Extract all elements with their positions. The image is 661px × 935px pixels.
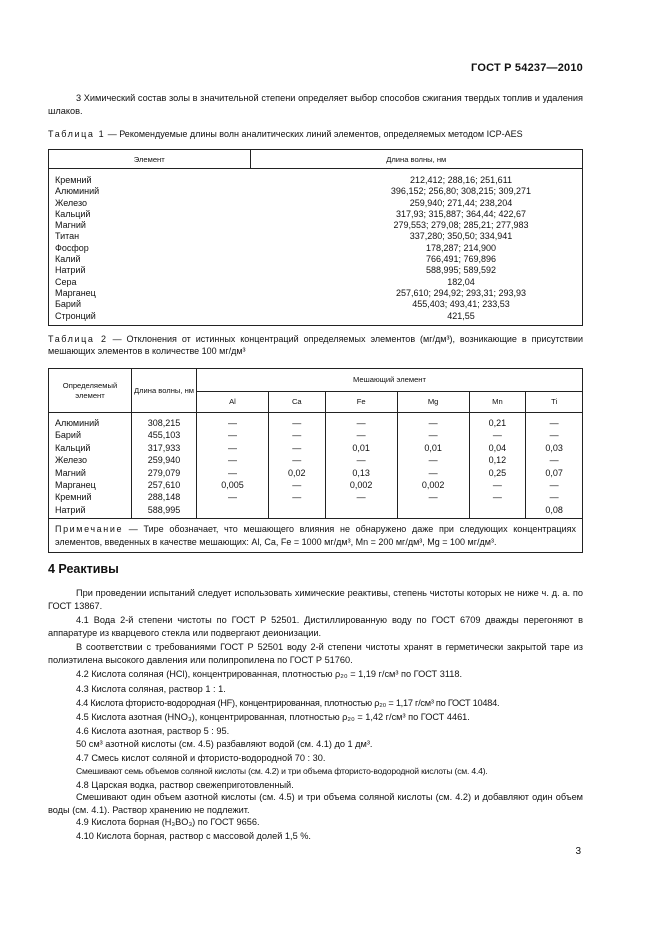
table1-row [49, 209, 583, 220]
table1-row [49, 299, 583, 310]
table2-cell-value: — [268, 442, 325, 454]
table2-cell-element: Железо [49, 454, 132, 466]
table1-header-wavelength: Длина волны, нм [250, 150, 583, 169]
table2-cell-value: 0,04 [469, 442, 526, 454]
table2-cell-value: — [268, 479, 325, 491]
table2-row [49, 454, 583, 466]
table2-row [49, 504, 583, 519]
section4-paragraph: 4.10 Кислота борная, раствор с массовой долей 1,5 %. [76, 831, 311, 841]
table1-cell-element: Стронций [49, 311, 251, 326]
table2-cell-value: 0,02 [268, 467, 325, 479]
table1-cell-element: Кальций [49, 209, 251, 220]
table2-cell-value: — [268, 454, 325, 466]
table2-cell-value: 0,08 [526, 504, 583, 519]
section4-paragraph: 50 см³ азотной кислоты (см. 4.5) разбавляют водой (см. 4.1) до 1 дм³. [76, 739, 373, 749]
table1-cell-wavelength: 396,152; 256,80; 308,215; 309,271 [250, 186, 583, 197]
table2-cell-wavelength: 257,610 [132, 479, 197, 491]
table2-row [49, 479, 583, 491]
table2-cell-value: — [197, 454, 269, 466]
table1-cell-element: Фосфор [49, 243, 251, 254]
table2-cell-value: — [526, 454, 583, 466]
standard-header: ГОСТ Р 54237—2010 [471, 62, 583, 74]
section4-paragraph: 4.1 Вода 2-й степени чистоты по ГОСТ Р 52501. Дистиллированную воду по ГОСТ 6709 дважды перегоняют в аппаратуре из кварцевого стекла или подвергают деионизации. [48, 615, 583, 638]
table1-cell-wavelength: 337,280; 350,50; 334,941 [250, 231, 583, 242]
table1-caption [48, 128, 583, 140]
table1-cell-element: Кремний [49, 169, 251, 187]
table2-cell-value: 0,005 [197, 479, 269, 491]
table2-cell-value: 0,07 [526, 467, 583, 479]
table2-cell-value: — [325, 491, 397, 503]
table1-cell-wavelength: 455,403; 493,41; 233,53 [250, 299, 583, 310]
table2-cell-wavelength: 455,103 [132, 429, 197, 441]
table2-cell-value: — [325, 413, 397, 430]
table2-cell-value: — [397, 491, 469, 503]
table2-cell-wavelength: 279,079 [132, 467, 197, 479]
table2-cell-value: — [526, 413, 583, 430]
table2-cell-value: — [268, 413, 325, 430]
table2-header-interferer: Ca [268, 392, 325, 413]
table1-cell-wavelength: 317,93; 315,887; 364,44; 422,67 [250, 209, 583, 220]
section4-paragraph: В соответствии с требованиями ГОСТ Р 52501 воду 2-й степени чистоты хранят в герметически закрытой таре из полиэтилена высокого давления или полипропилена по ГОСТ Р 51760. [48, 642, 583, 665]
table2-cell-value [397, 504, 469, 519]
table2-caption [48, 333, 583, 357]
table1-cell-wavelength: 178,287; 214,900 [250, 243, 583, 254]
table2-cell-value: 0,25 [469, 467, 526, 479]
table2-header-interferer: Mn [469, 392, 526, 413]
table2-cell-element: Марганец [49, 479, 132, 491]
table1-row [49, 311, 583, 326]
table2-cell-value: — [526, 429, 583, 441]
table1-cell-element: Натрий [49, 265, 251, 276]
table1-cell-element: Марганец [49, 288, 251, 299]
table1-cell-element: Титан [49, 231, 251, 242]
table2-cell-value: — [197, 413, 269, 430]
table2-row [49, 413, 583, 430]
table2-header-interferer: Mg [397, 392, 469, 413]
table2-cell-value: 0,01 [325, 442, 397, 454]
table1-cell-element: Железо [49, 198, 251, 209]
table1-cell-wavelength: 182,04 [250, 277, 583, 288]
table1-cell-wavelength: 259,940; 271,44; 238,204 [250, 198, 583, 209]
table2-cell-value: — [397, 429, 469, 441]
table1-wavelengths [48, 149, 583, 326]
table2-cell-value: — [469, 491, 526, 503]
table1-cell-wavelength: 766,491; 769,896 [250, 254, 583, 265]
table2-cell-element: Натрий [49, 504, 132, 519]
table2-cell-value: — [469, 429, 526, 441]
section4-paragraph: 4.3 Кислота соляная, раствор 1 : 1. [76, 684, 226, 694]
table2-cell-wavelength: 317,933 [132, 442, 197, 454]
table1-row [49, 198, 583, 209]
table2-cell-value: 0,21 [469, 413, 526, 430]
table2-cell-value: — [397, 467, 469, 479]
table2-cell-value: 0,002 [397, 479, 469, 491]
table2-cell-value: 0,03 [526, 442, 583, 454]
table1-row [49, 186, 583, 197]
table2-row [49, 429, 583, 441]
table2-cell-value: — [325, 454, 397, 466]
table2-header-interferer: Fe [325, 392, 397, 413]
table1-cell-wavelength: 279,553; 279,08; 285,21; 277,983 [250, 220, 583, 231]
page-number: 3 [575, 846, 581, 857]
table2-cell-element: Алюминий [49, 413, 132, 430]
table1-cell-element: Барий [49, 299, 251, 310]
table1-caption-text: — Рекомендуемые длины волн аналитических линий элементов, определяемых методом ICP-AES [105, 129, 523, 139]
table2-cell-value: — [197, 429, 269, 441]
table2-cell-value: — [197, 442, 269, 454]
section4-paragraph: Смешивают один объем азотной кислоты (см. 4.5) и три объема соляной кислоты (см. 4.2) и добавляют один объем воды (см. 4.1). Раствор хранению не подлежит. [48, 792, 583, 815]
table2-caption-label: Таблица 2 [48, 334, 108, 344]
table2-cell-value [469, 504, 526, 519]
table1-row [49, 277, 583, 288]
table2-row [49, 467, 583, 479]
table2-cell-value: — [397, 413, 469, 430]
table2-header-element: Определяемый элемент [49, 369, 132, 413]
table2-body [49, 413, 583, 519]
section4-paragraph: 4.2 Кислота соляная (HCl), концентрированная, плотностью ρ₂₀ = 1,19 г/см³ по ГОСТ 3118. [76, 669, 463, 679]
table2-cell-value: 0,01 [397, 442, 469, 454]
table2-cell-value: — [197, 491, 269, 503]
table1-header-element: Элемент [49, 150, 251, 169]
section4-paragraph: 4.7 Смесь кислот соляной и фтористо-водородной 70 : 30. [76, 753, 326, 763]
table1-row [49, 220, 583, 231]
table1-cell-wavelength: 212,412; 288,16; 251,611 [250, 169, 583, 187]
table1-cell-element: Алюминий [49, 186, 251, 197]
table2-row [49, 442, 583, 454]
table2-interference [48, 368, 583, 553]
table2-cell-value: 0,12 [469, 454, 526, 466]
table2-header-interferer: Al [197, 392, 269, 413]
table2-cell-wavelength: 308,215 [132, 413, 197, 430]
table1-row [49, 243, 583, 254]
section4-paragraph: 4.9 Кислота борная (H₃BO₃) по ГОСТ 9656. [76, 817, 260, 827]
table1-row [49, 169, 583, 187]
table2-cell-wavelength: 588,995 [132, 504, 197, 519]
table2-cell-value: 0,002 [325, 479, 397, 491]
table2-cell-value: 0,13 [325, 467, 397, 479]
table2-cell-element: Барий [49, 429, 132, 441]
section4-paragraph: 4.5 Кислота азотная (HNO₃), концентрированная, плотностью ρ₂₀ = 1,42 г/см³ по ГОСТ 4461. [76, 712, 470, 722]
table1-cell-wavelength: 588,995; 589,592 [250, 265, 583, 276]
table2-cell-value: — [197, 467, 269, 479]
table2-cell-value: — [469, 479, 526, 491]
table2-cell-value [197, 504, 269, 519]
table2-cell-value: — [397, 454, 469, 466]
table1-row [49, 254, 583, 265]
table2-cell-element: Кальций [49, 442, 132, 454]
table1-row [49, 231, 583, 242]
section4-title: 4 Реактивы [48, 562, 119, 576]
table2-cell-value [325, 504, 397, 519]
table2-cell-wavelength: 288,148 [132, 491, 197, 503]
section4-paragraph: При проведении испытаний следует использовать химические реактивы, степень чистоты которых не ниже ч. д. а. по ГОСТ 13867. [48, 588, 583, 611]
table1-cell-wavelength: 421,55 [250, 311, 583, 326]
table2-note-text: — Тире обозначает, что мешающего влияния не обнаружено даже при следующих концентрациях элементов, введенных в качестве мешающих: Al, Ca, Fe = 1000 мг/дм³, Mn = 200 мг/дм³, Mg = 100 мг/дм³. [55, 524, 576, 547]
table2-cell-value: — [325, 429, 397, 441]
section4-paragraph: 4.4 Кислота фтористо-водородная (HF), концентрированная, плотностью ρ₂₀ = 1,17 г/см³ по ГОСТ 10484. [76, 698, 500, 708]
table2-header-wavelength: Длина волны, нм [132, 369, 197, 413]
table1-cell-element: Сера [49, 277, 251, 288]
table1-cell-element: Магний [49, 220, 251, 231]
table2-row [49, 491, 583, 503]
table2-cell-value: — [526, 479, 583, 491]
table2-cell-value: — [268, 429, 325, 441]
table2-caption-text: — Отклонения от истинных концентраций определяемых элементов (мг/дм³), возникающие в присутствии мешающих элементов в количестве 100 мг/дм³ [48, 334, 583, 356]
section4-paragraph: 4.6 Кислота азотная, раствор 5 : 95. [76, 726, 230, 736]
table2-cell-value: — [526, 491, 583, 503]
table1-caption-label: Таблица 1 [48, 129, 106, 139]
section4-paragraph: 4.8 Царская водка, раствор свежеприготовленный. [76, 780, 294, 790]
table2-cell-value: — [268, 491, 325, 503]
table2-header-interfering: Мешающий элемент [197, 369, 583, 392]
section4-paragraph: Смешивают семь объемов соляной кислоты (см. 4.2) и три объема фтористо-водородной кислоты (см. 4.4). [76, 766, 488, 776]
table2-cell-element: Магний [49, 467, 132, 479]
table1-cell-element: Калий [49, 254, 251, 265]
intro-paragraph: 3 Химический состав золы в значительной степени определяет выбор способов сжигания твердых топлив и удаления шлаков. [48, 93, 583, 116]
table1-body [49, 169, 583, 326]
table1-row [49, 265, 583, 276]
table1-row [49, 288, 583, 299]
table2-header-interferer: Ti [526, 392, 583, 413]
table2-cell-wavelength: 259,940 [132, 454, 197, 466]
table2-note-label: Примечание [55, 524, 124, 535]
table2-cell-element: Кремний [49, 491, 132, 503]
table2-note [49, 519, 583, 553]
table1-cell-wavelength: 257,610; 294,92; 293,31; 293,93 [250, 288, 583, 299]
table2-cell-value [268, 504, 325, 519]
